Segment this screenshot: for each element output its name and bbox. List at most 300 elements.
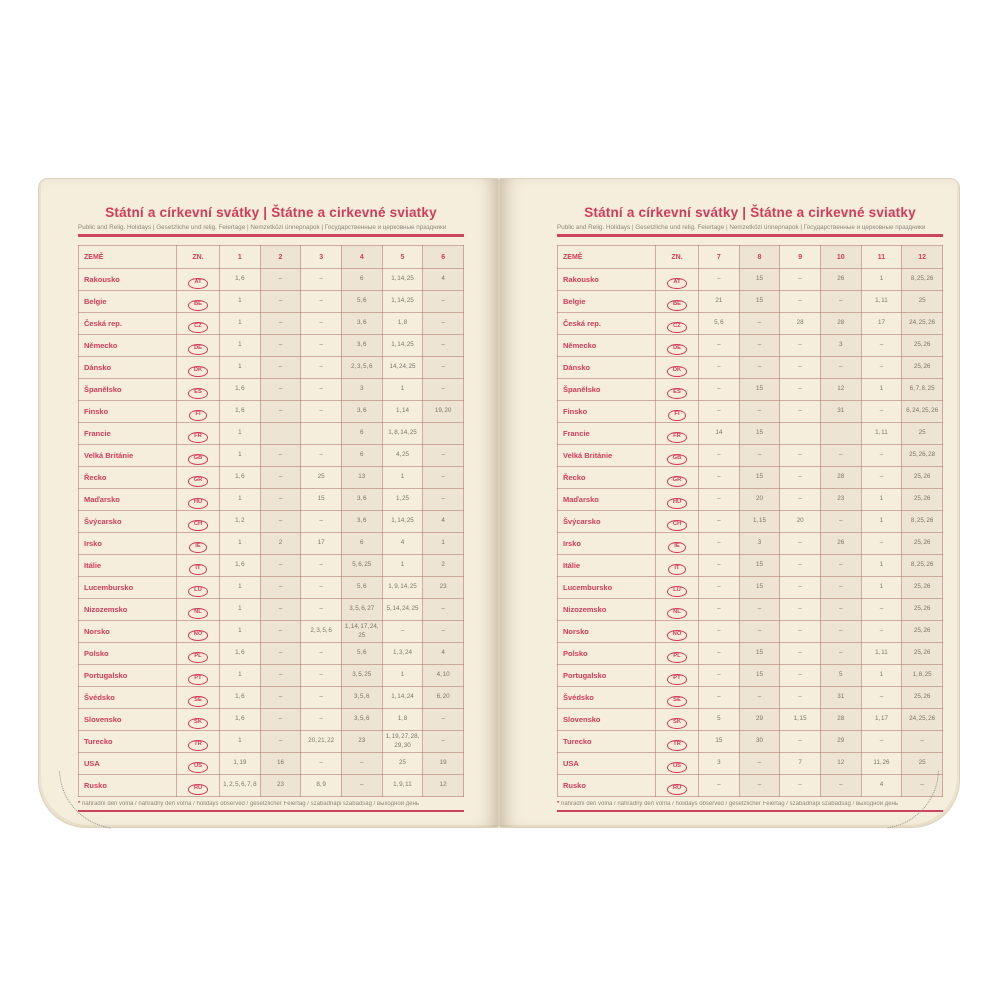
holiday-dates-cell: 5, 14, 24, 25 xyxy=(382,599,423,621)
holiday-dates-cell xyxy=(423,423,464,445)
holiday-dates-cell: 14 xyxy=(699,423,740,445)
holiday-dates-cell: – xyxy=(820,775,861,797)
holiday-dates-cell: 1 xyxy=(220,665,261,687)
country-code-cell xyxy=(177,775,220,797)
holiday-dates-cell: 1 xyxy=(423,533,464,555)
holiday-dates-cell: – xyxy=(861,621,902,643)
holiday-dates-cell: 3 xyxy=(341,379,382,401)
holiday-dates-cell: 1, 8 xyxy=(382,313,423,335)
country-code-cell xyxy=(177,753,220,775)
holiday-dates-cell: 1, 14, 25 xyxy=(382,511,423,533)
holiday-dates-cell: 3, 6 xyxy=(341,335,382,357)
column-header-month-1: 1 xyxy=(220,246,261,269)
holiday-dates-cell: – xyxy=(699,687,740,709)
holiday-dates-cell: – xyxy=(739,313,780,335)
holiday-dates-cell: 25, 26 xyxy=(902,489,943,511)
holiday-dates-cell: – xyxy=(820,643,861,665)
table-row xyxy=(558,577,943,599)
country-code-cell xyxy=(177,291,220,313)
country-name: Německo xyxy=(558,335,656,357)
holiday-dates-cell: 3, 5, 25 xyxy=(341,665,382,687)
column-header-code: ZN. xyxy=(177,246,220,269)
country-code-cell xyxy=(656,555,699,577)
holiday-dates-cell: – xyxy=(820,445,861,467)
country-code-cell xyxy=(656,621,699,643)
country-code-oval: CH xyxy=(188,520,208,531)
table-header xyxy=(79,246,464,269)
column-header-month-5: 5 xyxy=(382,246,423,269)
holiday-dates-cell: 24, 25, 26 xyxy=(902,709,943,731)
stitch-arc xyxy=(887,771,939,829)
holiday-dates-cell: – xyxy=(780,687,821,709)
holiday-dates-cell: – xyxy=(260,335,301,357)
holiday-dates-cell: 15 xyxy=(699,731,740,753)
holiday-dates-cell: – xyxy=(861,401,902,423)
holiday-dates-cell: 25, 26 xyxy=(902,533,943,555)
holiday-dates-cell: 1 xyxy=(220,291,261,313)
holiday-dates-cell: – xyxy=(301,709,342,731)
holiday-dates-cell: 1 xyxy=(861,555,902,577)
holiday-dates-cell: – xyxy=(739,687,780,709)
header-row xyxy=(558,246,943,269)
holiday-dates-cell: – xyxy=(301,643,342,665)
holiday-dates-cell: 1, 25 xyxy=(382,489,423,511)
table-row xyxy=(558,489,943,511)
stitch-arc xyxy=(59,771,111,829)
holiday-dates-cell: 26 xyxy=(820,533,861,555)
country-name: Rakousko xyxy=(79,269,177,291)
holiday-dates-cell: 25 xyxy=(902,423,943,445)
table-row xyxy=(558,291,943,313)
country-name: Francie xyxy=(558,423,656,445)
table-row xyxy=(558,599,943,621)
country-code-oval: HU xyxy=(188,498,208,509)
country-code-oval: SK xyxy=(667,718,687,729)
holiday-dates-cell: 15 xyxy=(739,467,780,489)
holiday-dates-cell: – xyxy=(699,511,740,533)
holiday-dates-cell: 4 xyxy=(423,269,464,291)
holiday-dates-cell: 16 xyxy=(260,753,301,775)
holiday-dates-cell: 23 xyxy=(260,775,301,797)
holiday-dates-cell: 31 xyxy=(820,401,861,423)
holiday-dates-cell: – xyxy=(861,445,902,467)
holiday-dates-cell: – xyxy=(699,665,740,687)
page-subtitle: Public and Relig. Holidays | Gesetzliche und relig. Feiertage | Nemzetközi ünnepnapok | Государственные и церковные праздники xyxy=(78,224,447,231)
holiday-dates-cell: – xyxy=(260,731,301,753)
country-code-cell xyxy=(656,269,699,291)
holiday-dates-cell: – xyxy=(423,291,464,313)
country-code-cell xyxy=(656,313,699,335)
holiday-dates-cell: 1, 11 xyxy=(861,291,902,313)
holiday-dates-cell: 1, 11 xyxy=(861,643,902,665)
title-rule xyxy=(78,234,464,237)
table-row xyxy=(558,335,943,357)
holiday-dates-cell: 25, 26 xyxy=(902,467,943,489)
holiday-dates-cell: 1, 6 xyxy=(220,467,261,489)
holiday-dates-cell: – xyxy=(739,445,780,467)
country-code-oval: US xyxy=(188,762,208,773)
holiday-dates-cell: 20, 21, 22 xyxy=(301,731,342,753)
holiday-dates-cell: 1, 6 xyxy=(220,643,261,665)
country-name: Belgie xyxy=(79,291,177,313)
holiday-dates-cell: 25 xyxy=(382,753,423,775)
holiday-dates-cell: – xyxy=(699,357,740,379)
column-header-month-2: 2 xyxy=(260,246,301,269)
country-name: Slovensko xyxy=(558,709,656,731)
holiday-dates-cell: 17 xyxy=(301,533,342,555)
holiday-dates-cell: 8, 9 xyxy=(301,775,342,797)
holiday-dates-cell: – xyxy=(423,357,464,379)
holiday-dates-cell: 1 xyxy=(220,489,261,511)
footnote-asterisk: * xyxy=(557,801,560,807)
holiday-dates-cell: – xyxy=(260,489,301,511)
holiday-dates-cell: – xyxy=(260,511,301,533)
country-name: Polsko xyxy=(79,643,177,665)
country-name: Itálie xyxy=(558,555,656,577)
holiday-dates-cell: 4, 10 xyxy=(423,665,464,687)
column-header-month-11: 11 xyxy=(861,246,902,269)
table-row xyxy=(79,401,464,423)
country-code-oval: DE xyxy=(667,344,687,355)
right-page xyxy=(499,178,960,828)
holiday-dates-cell: 1, 6 xyxy=(220,555,261,577)
column-header-month-4: 4 xyxy=(341,246,382,269)
footnote-rule xyxy=(557,810,943,812)
table-row xyxy=(558,621,943,643)
table-row xyxy=(79,489,464,511)
holiday-dates-cell: – xyxy=(260,643,301,665)
holiday-dates-cell: 25 xyxy=(902,753,943,775)
country-code-oval: LU xyxy=(667,586,687,597)
holiday-dates-cell: 20 xyxy=(739,489,780,511)
holiday-dates-cell: 1, 2, 5, 6, 7, 8 xyxy=(220,775,261,797)
holiday-dates-cell: – xyxy=(699,445,740,467)
country-code-cell xyxy=(656,291,699,313)
table-row xyxy=(558,511,943,533)
holiday-dates-cell: – xyxy=(861,467,902,489)
holiday-dates-cell: – xyxy=(861,731,902,753)
table-row xyxy=(558,313,943,335)
country-code-oval: PT xyxy=(667,674,686,685)
country-code-cell xyxy=(656,379,699,401)
holiday-dates-cell: 6, 20 xyxy=(423,687,464,709)
holidays-table-months-1-6 xyxy=(78,245,464,797)
holiday-dates-cell: 21 xyxy=(699,291,740,313)
holiday-dates-cell: – xyxy=(301,313,342,335)
country-name: Nizozemsko xyxy=(558,599,656,621)
holiday-dates-cell: – xyxy=(861,687,902,709)
holiday-dates-cell: – xyxy=(699,379,740,401)
holiday-dates-cell: 1 xyxy=(220,621,261,643)
holiday-dates-cell: – xyxy=(780,665,821,687)
holiday-dates-cell: 26 xyxy=(820,269,861,291)
holiday-dates-cell: 19, 20 xyxy=(423,401,464,423)
holiday-dates-cell: 28 xyxy=(820,313,861,335)
holiday-dates-cell: – xyxy=(260,269,301,291)
corner-stitching-right xyxy=(887,771,957,841)
holiday-dates-cell: 1, 19, 27, 28, 29, 30 xyxy=(382,731,423,753)
holiday-dates-cell: 2, 3, 5, 6 xyxy=(341,357,382,379)
holiday-dates-cell: 1, 14 xyxy=(382,401,423,423)
holiday-dates-cell: 3, 6 xyxy=(341,511,382,533)
country-name: Švýcarsko xyxy=(558,511,656,533)
table-row xyxy=(558,379,943,401)
country-code-oval: HU xyxy=(667,498,687,509)
holiday-dates-cell: 12 xyxy=(820,379,861,401)
holiday-dates-cell: 5, 6 xyxy=(341,643,382,665)
country-code-cell xyxy=(656,643,699,665)
holiday-dates-cell: – xyxy=(301,291,342,313)
holiday-dates-cell: – xyxy=(699,577,740,599)
holiday-dates-cell: – xyxy=(699,269,740,291)
holiday-dates-cell: 6 xyxy=(341,533,382,555)
country-code-cell xyxy=(177,467,220,489)
table-row xyxy=(79,577,464,599)
table-row xyxy=(558,445,943,467)
holiday-dates-cell: – xyxy=(780,489,821,511)
holiday-dates-cell: 20 xyxy=(780,511,821,533)
country-code-cell xyxy=(177,379,220,401)
country-name: Česká rep. xyxy=(79,313,177,335)
country-code-oval: ES xyxy=(667,388,687,399)
country-code-oval: IE xyxy=(668,542,685,553)
table-row xyxy=(79,533,464,555)
holiday-dates-cell: 1, 6 xyxy=(220,687,261,709)
country-code-oval: AT xyxy=(188,278,207,289)
country-name: Slovensko xyxy=(79,709,177,731)
holiday-dates-cell: – xyxy=(739,401,780,423)
holiday-dates-cell: 2 xyxy=(423,555,464,577)
holiday-dates-cell: 25, 26 xyxy=(902,357,943,379)
holiday-dates-cell: – xyxy=(260,599,301,621)
table-row xyxy=(558,753,943,775)
holiday-dates-cell: 25 xyxy=(902,291,943,313)
holiday-dates-cell: – xyxy=(301,511,342,533)
column-header-month-12: 12 xyxy=(902,246,943,269)
holiday-dates-cell: 1, 14, 25 xyxy=(382,291,423,313)
holiday-dates-cell: 1 xyxy=(220,313,261,335)
holiday-dates-cell: 1, 6 xyxy=(220,379,261,401)
holiday-dates-cell: – xyxy=(301,269,342,291)
holiday-dates-cell: – xyxy=(699,621,740,643)
holiday-dates-cell: 1 xyxy=(861,269,902,291)
holiday-dates-cell: – xyxy=(699,401,740,423)
holiday-dates-cell: 1 xyxy=(220,599,261,621)
holiday-dates-cell: – xyxy=(301,401,342,423)
holiday-dates-cell: 1, 8 xyxy=(382,709,423,731)
holiday-dates-cell: 28 xyxy=(820,467,861,489)
country-code-cell xyxy=(656,467,699,489)
country-code-oval: NL xyxy=(188,608,208,619)
country-name: Rusko xyxy=(558,775,656,797)
holiday-dates-cell: 28 xyxy=(780,313,821,335)
country-name: Španělsko xyxy=(558,379,656,401)
holiday-dates-cell xyxy=(260,423,301,445)
country-name: Itálie xyxy=(79,555,177,577)
table-row xyxy=(558,731,943,753)
holiday-dates-cell: – xyxy=(780,555,821,577)
holiday-dates-cell: 3, 5, 6, 27 xyxy=(341,599,382,621)
holiday-dates-cell: – xyxy=(820,555,861,577)
table-row xyxy=(79,753,464,775)
holidays-table-months-7-12 xyxy=(557,245,943,797)
footnote-asterisk: * xyxy=(78,801,81,807)
holiday-dates-cell: – xyxy=(699,599,740,621)
holiday-dates-cell: 25, 26 xyxy=(902,335,943,357)
holiday-dates-cell: – xyxy=(780,599,821,621)
country-name: Irsko xyxy=(558,533,656,555)
holiday-dates-cell: 5 xyxy=(820,665,861,687)
holiday-dates-cell: – xyxy=(820,577,861,599)
country-code-cell xyxy=(656,753,699,775)
country-code-cell xyxy=(177,643,220,665)
country-code-oval: GR xyxy=(667,476,688,487)
holiday-dates-cell: – xyxy=(260,709,301,731)
table-header xyxy=(558,246,943,269)
country-code-oval: RU xyxy=(188,784,208,795)
holiday-dates-cell: 1 xyxy=(220,423,261,445)
table-row xyxy=(558,775,943,797)
holiday-dates-cell: 30 xyxy=(739,731,780,753)
holiday-dates-cell: 15 xyxy=(739,665,780,687)
table-row xyxy=(558,709,943,731)
country-name: Česká rep. xyxy=(558,313,656,335)
table-row xyxy=(79,709,464,731)
country-name: Norsko xyxy=(79,621,177,643)
holiday-dates-cell: – xyxy=(301,335,342,357)
holiday-dates-cell: – xyxy=(423,313,464,335)
country-code-cell xyxy=(177,577,220,599)
holiday-dates-cell: – xyxy=(861,599,902,621)
holiday-dates-cell: 1, 14, 17, 24, 25 xyxy=(341,621,382,643)
holiday-dates-cell: – xyxy=(820,511,861,533)
table-row xyxy=(79,555,464,577)
holiday-dates-cell: – xyxy=(780,379,821,401)
holiday-dates-cell: – xyxy=(820,621,861,643)
holiday-dates-cell: 5, 6 xyxy=(341,577,382,599)
country-name: Švédsko xyxy=(558,687,656,709)
country-code-oval: DK xyxy=(667,366,687,377)
holiday-dates-cell: 1, 6 xyxy=(220,709,261,731)
holiday-dates-cell: – xyxy=(780,467,821,489)
country-code-cell xyxy=(656,445,699,467)
country-code-oval: GB xyxy=(667,454,688,465)
column-header-month-10: 10 xyxy=(820,246,861,269)
holiday-dates-cell: – xyxy=(423,445,464,467)
holiday-dates-cell: – xyxy=(341,775,382,797)
holiday-dates-cell: – xyxy=(699,467,740,489)
column-header-code: ZN. xyxy=(656,246,699,269)
table-row xyxy=(79,511,464,533)
holiday-dates-cell: – xyxy=(902,775,943,797)
holiday-dates-cell: 3, 6 xyxy=(341,313,382,335)
footnote xyxy=(557,801,943,807)
left-page-content xyxy=(78,205,464,812)
holiday-dates-cell: – xyxy=(423,731,464,753)
country-code-cell xyxy=(656,489,699,511)
holiday-dates-cell xyxy=(780,423,821,445)
holiday-dates-cell: 1 xyxy=(220,533,261,555)
country-code-cell xyxy=(656,687,699,709)
table-row xyxy=(79,643,464,665)
holiday-dates-cell: 15 xyxy=(739,577,780,599)
holiday-dates-cell: – xyxy=(260,357,301,379)
country-name: Švédsko xyxy=(79,687,177,709)
holiday-dates-cell: – xyxy=(260,313,301,335)
page-title: Státní a církevní svátky | Štátne a cirkevné sviatky xyxy=(584,205,916,220)
country-name: Francie xyxy=(79,423,177,445)
country-code-oval: RU xyxy=(667,784,687,795)
holiday-dates-cell: 1, 11 xyxy=(861,423,902,445)
holiday-dates-cell: – xyxy=(260,687,301,709)
country-name: Norsko xyxy=(558,621,656,643)
table-row xyxy=(79,665,464,687)
holiday-dates-cell: 1 xyxy=(382,467,423,489)
holiday-dates-cell: – xyxy=(739,599,780,621)
country-name: Nizozemsko xyxy=(79,599,177,621)
table-row xyxy=(79,423,464,445)
holiday-dates-cell: – xyxy=(739,621,780,643)
holiday-dates-cell: – xyxy=(301,687,342,709)
holiday-dates-cell: 15 xyxy=(739,423,780,445)
holiday-dates-cell: 23 xyxy=(341,731,382,753)
table-row xyxy=(79,291,464,313)
holiday-dates-cell: 12 xyxy=(820,753,861,775)
column-header-month-6: 6 xyxy=(423,246,464,269)
holiday-dates-cell: 15 xyxy=(739,643,780,665)
holiday-dates-cell: – xyxy=(780,577,821,599)
country-name: Irsko xyxy=(79,533,177,555)
country-code-oval: PT xyxy=(188,674,207,685)
holiday-dates-cell: 3 xyxy=(820,335,861,357)
holiday-dates-cell: – xyxy=(699,643,740,665)
column-header-country: ZEMĚ xyxy=(79,246,177,269)
country-name: Rusko xyxy=(79,775,177,797)
holiday-dates-cell: 1, 14, 25 xyxy=(382,269,423,291)
holiday-dates-cell: – xyxy=(861,357,902,379)
country-code-oval: US xyxy=(667,762,687,773)
holiday-dates-cell: 1 xyxy=(220,357,261,379)
holiday-dates-cell: 1, 17 xyxy=(861,709,902,731)
country-name: Velká Británie xyxy=(558,445,656,467)
country-name: Lucembursko xyxy=(558,577,656,599)
holiday-dates-cell: 3, 5, 6 xyxy=(341,709,382,731)
country-code-oval: PL xyxy=(188,652,207,663)
table-row xyxy=(558,269,943,291)
holiday-dates-cell: – xyxy=(739,775,780,797)
holiday-dates-cell: – xyxy=(739,753,780,775)
country-code-oval: DE xyxy=(188,344,208,355)
holiday-dates-cell: 25, 26, 28 xyxy=(902,445,943,467)
country-code-oval: DK xyxy=(188,366,208,377)
holiday-dates-cell: 4, 25 xyxy=(382,445,423,467)
table-row xyxy=(558,423,943,445)
holiday-dates-cell: 25, 26 xyxy=(902,621,943,643)
table-row xyxy=(79,335,464,357)
country-code-oval: SE xyxy=(667,696,687,707)
holiday-dates-cell: – xyxy=(780,445,821,467)
table-body xyxy=(558,269,943,797)
holiday-dates-cell: – xyxy=(699,489,740,511)
holiday-dates-cell: – xyxy=(301,577,342,599)
country-code-cell xyxy=(656,357,699,379)
holiday-dates-cell: 1, 6 xyxy=(220,401,261,423)
table-row xyxy=(79,731,464,753)
table-row xyxy=(79,467,464,489)
holiday-dates-cell: – xyxy=(820,599,861,621)
holiday-dates-cell: 3, 5, 6 xyxy=(341,687,382,709)
holiday-dates-cell: – xyxy=(423,467,464,489)
